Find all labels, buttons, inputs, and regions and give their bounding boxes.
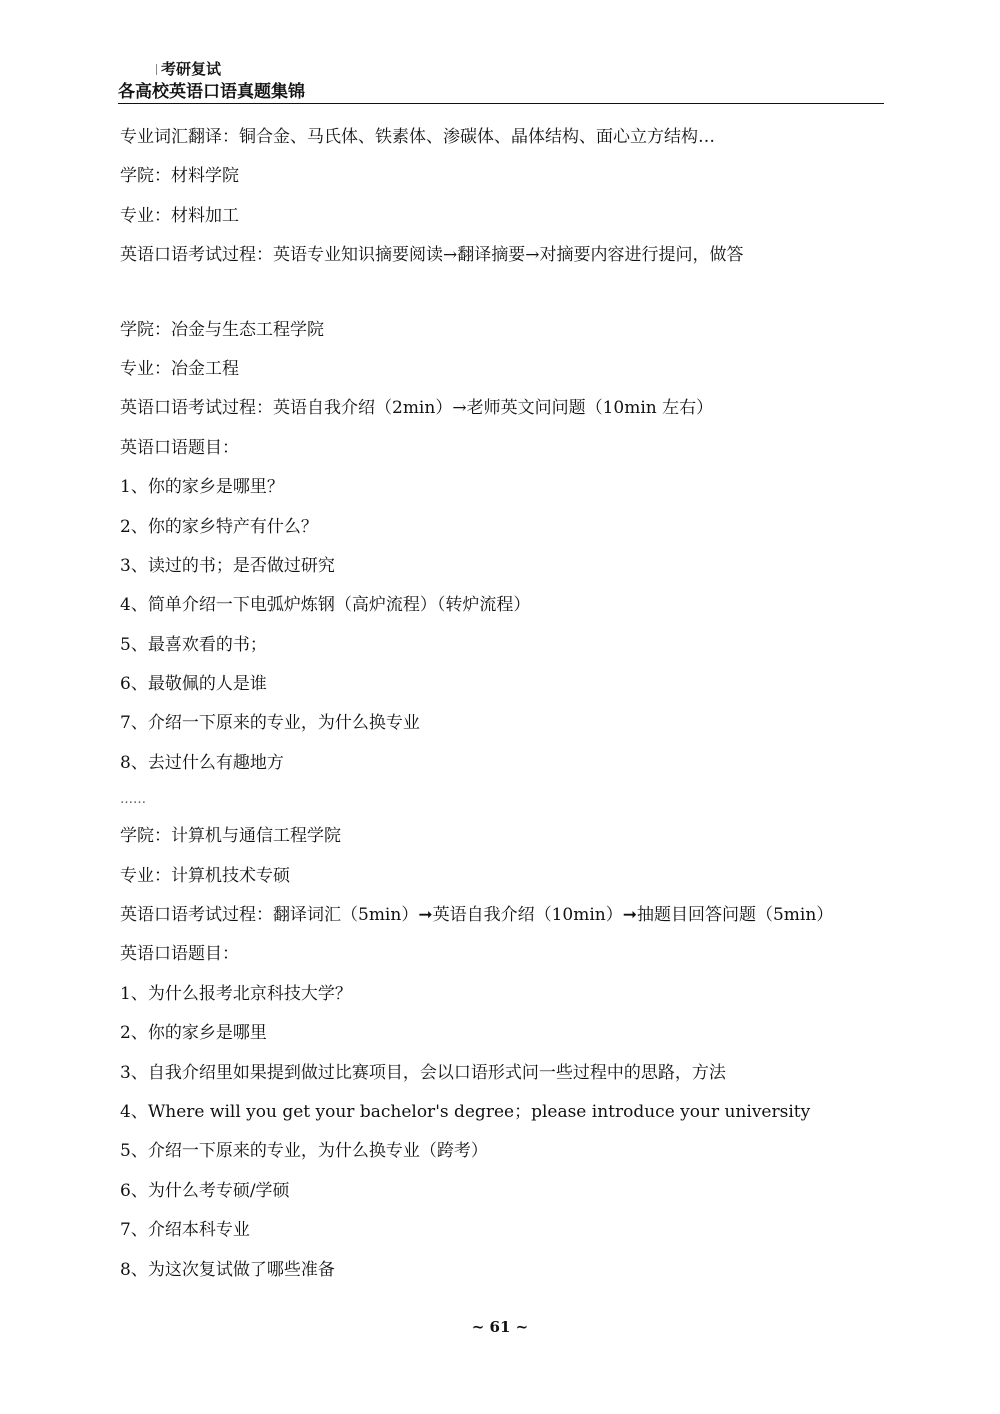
- header-divider: [118, 103, 884, 104]
- ellipsis-separator: ……: [120, 792, 146, 808]
- question-item: 8、为这次复试做了哪些准备: [120, 1259, 335, 1280]
- question-item: 6、最敬佩的人是谁: [120, 674, 267, 695]
- vocab-translation-line: 专业词汇翻译：铜合金、马氏体、铁素体、渗碳体、晶体结构、面心立方结构…: [120, 127, 715, 147]
- question-item: 3、自我介绍里如果提到做过比赛项目，会以口语形式问一些过程中的思路，方法: [120, 1062, 726, 1083]
- major-line: 专业：材料加工: [120, 205, 239, 226]
- exam-process-line: 英语口语考试过程：英语专业知识摘要阅读→翻译摘要→对摘要内容进行提问，做答: [120, 245, 744, 266]
- question-item: 7、介绍本科专业: [120, 1220, 250, 1241]
- exam-process-line: 英语口语考试过程：英语自我介绍（2min）→老师英文问问题（10min 左右）: [120, 398, 714, 419]
- question-item: 7、介绍一下原来的专业，为什么换专业: [120, 713, 420, 734]
- page-header: [118, 58, 884, 104]
- header-tick-mark: [156, 64, 157, 75]
- questions-heading: 英语口语题目：: [120, 437, 239, 458]
- question-item: 6、为什么考专硕/学硕: [120, 1180, 290, 1201]
- questions-heading: 英语口语题目：: [120, 944, 239, 965]
- section-gap: [120, 276, 890, 311]
- college-line: 学院：冶金与生态工程学院: [120, 319, 324, 340]
- header-title: 各高校英语口语真题集锦: [118, 82, 305, 102]
- question-item: 2、你的家乡特产有什么？: [120, 516, 318, 537]
- question-item: 5、介绍一下原来的专业，为什么换专业（跨考）: [120, 1141, 488, 1162]
- college-line: 学院：计算机与通信工程学院: [120, 826, 341, 847]
- question-item: 4、简单介绍一下电弧炉炼钢（高炉流程）（转炉流程）: [120, 595, 531, 616]
- page-content: [120, 118, 890, 1290]
- major-line: 专业：计算机技术专硕: [120, 865, 290, 886]
- college-line: 学院：材料学院: [120, 166, 239, 187]
- exam-process-line: 英语口语考试过程：翻译词汇（5min）➞英语自我介绍（10min）➞抽题目回答问题（5min）: [120, 905, 834, 926]
- question-item: 1、为什么报考北京科技大学？: [120, 983, 352, 1004]
- major-line: 专业：冶金工程: [120, 358, 239, 379]
- header-subtitle-text: 考研复试: [161, 60, 222, 78]
- question-item: 4、Where will you get your bachelor's degree；please introduce your university: [120, 1101, 811, 1122]
- question-item: 3、读过的书；是否做过研究: [120, 555, 335, 576]
- header-subtitle: [118, 58, 884, 80]
- question-item: 1、你的家乡是哪里？: [120, 477, 284, 498]
- question-item: 2、你的家乡是哪里: [120, 1023, 267, 1044]
- page-number: ~ 61 ~: [471, 1318, 529, 1336]
- question-item: 5、最喜欢看的书；: [120, 634, 267, 655]
- question-item: 8、去过什么有趣地方: [120, 752, 284, 773]
